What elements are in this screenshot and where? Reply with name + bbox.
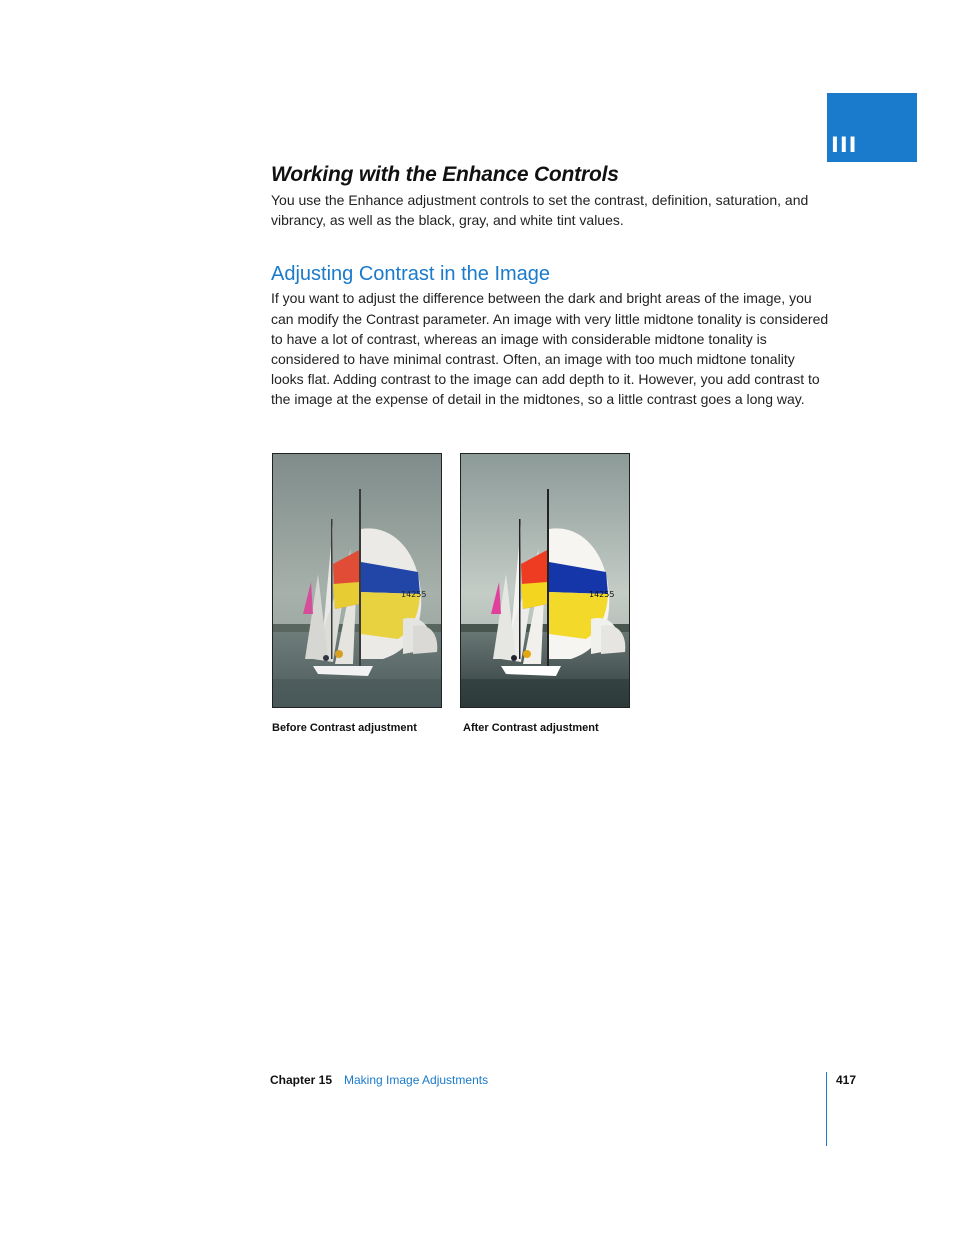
sail-number-before: 14255: [401, 590, 427, 599]
caption-before: Before Contrast adjustment: [272, 722, 417, 734]
footer-divider: [826, 1072, 827, 1146]
caption-after: After Contrast adjustment: [463, 722, 599, 734]
subsection-title: Adjusting Contrast in the Image: [271, 263, 551, 286]
page-number: 417: [836, 1073, 857, 1087]
figure-before-image: [272, 453, 442, 708]
section-intro: You use the Enhance adjustment controls to set the contrast, definition, saturation, and vibrancy, as well as the black, gray, and white tint values.: [271, 192, 809, 229]
section-title: Working with the Enhance Controls: [271, 163, 619, 186]
figure-after-image: [460, 453, 630, 708]
main-content: [271, 160, 831, 410]
part-tab-label: III: [831, 133, 858, 157]
footer-chapter-title: Making Image Adjustments: [344, 1073, 489, 1087]
part-tab: [827, 93, 917, 162]
sail-number-after: 14255: [589, 590, 615, 599]
subsection-body: If you want to adjust the difference between the dark and bright areas of the image, you can modify the Contrast parameter. An image with very little midtone tonality is considered to have a lot of contrast, whereas an image with considerable midtone tonality is considered to have minimal contrast. Often, an image with too much midtone tonality looks flat. Adding contrast to the image can add depth to it. However, you add contrast to the image at the expense of detail in the midtones, so a little contrast goes a long way.: [271, 290, 829, 408]
footer-chapter: Chapter 15: [270, 1073, 333, 1087]
